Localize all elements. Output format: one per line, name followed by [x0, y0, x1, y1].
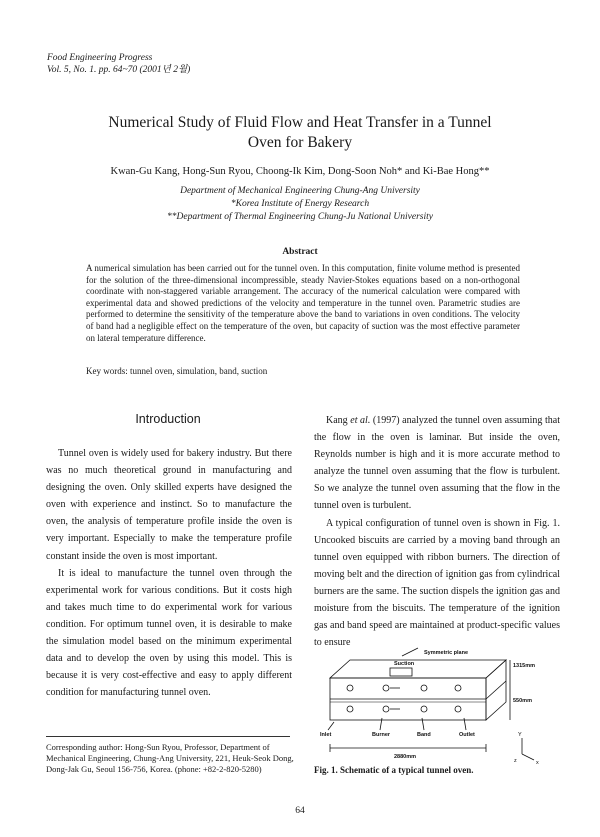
burner-icon	[347, 685, 353, 691]
text-run: (1997) analyzed the tunnel oven assuming that the flow in the oven is laminar. But inside the oven, Reynolds number is high and it is more accurate method to analyze the tunnel oven assuming that the flow is turbulent. So we analyze the tunnel oven assuming that the flow in the tunnel oven is turbulent.	[314, 415, 560, 512]
paragraph: Tunnel oven is widely used for bakery industry. But there was no much theoretical ground in manufacturing and designing the oven. Only skilled experts have designed the oven with experience and instinct. So to manufacture the oven, the analysis of temperature profile inside the oven is very important. Especially to make the temperature profile constant inside the oven is most important.	[46, 448, 292, 562]
axis-x-label: x	[536, 760, 539, 766]
paragraph: It is ideal to manufacture the tunnel oven through the experimental work for various conditions. But it costs high and takes much time to do experimental work for various condition. For optimum tunnel oven, it is desirable to make the simulation model based on the minimum experimental data and to develop the oven by using this model. This is because it is very cost-effective and easy to apply different condition for manufacturing tunnel oven.	[46, 567, 292, 699]
figure-caption: Fig. 1. Schematic of a typical tunnel oven.	[314, 765, 474, 775]
burner-icon	[383, 685, 389, 691]
footnote-divider	[46, 736, 290, 737]
axis-z-label: z	[514, 758, 517, 764]
left-column	[46, 445, 292, 701]
page-number: 64	[295, 806, 305, 816]
text-run-italic: et al.	[350, 415, 371, 426]
burner-icon	[347, 706, 353, 712]
affiliation-3: **Department of Thermal Engineering Chung-Ju National University	[167, 212, 433, 222]
corresponding-author-footnote: Corresponding author: Hong-Sun Ryou, Professor, Department of Mechanical Engineering, Chung-Ang University, 221, Heuk-Seok Dong, Dong-Jak Gu, Seoul 156-756, Korea. (phone: +82-2-820-5280)	[46, 742, 294, 774]
keywords: Key words: tunnel oven, simulation, band, suction	[86, 366, 268, 376]
burner-icon	[421, 685, 427, 691]
journal-citation: Vol. 5, No. 1. pp. 64~70 (2001년 2월)	[47, 65, 191, 75]
paragraph: A typical configuration of tunnel oven is shown in Fig. 1. Uncooked biscuits are carried by a moving band through an tunnel oven equipped with ribbon burners. The direction of moving belt and the direction of ignition gas from cylindrical burners are the same. The suction dispels the ignition gas and moisture from the biscuits. The temperature of the ignition gas and band speed are maintained at product-specific values to ensure	[314, 517, 560, 649]
burner-icon	[455, 685, 461, 691]
label-length: 2880mm	[394, 754, 417, 760]
abstract-text: A numerical simulation has been carried out for the tunnel oven. In this computation, finite volume method is presented for the solution of the three-dimensional incompressible, steady Navier-Stokes equations based on a non-orthogonal coordinate with non-staggered variable arrangement. The accuracy of the numerical calculation were compared with experimental data and showed predictions of the velocity and temperature in the tunnel oven. Parametric studies are performed to determine the sensitivity of the temperature above the band to variations in oven conditions. The velocity of band had a negligible effect on the temperature of the oven, but capacity of suction was the most effective parameter on lateral temperature difference.	[86, 263, 520, 343]
figure-tunnel-oven-schematic	[314, 646, 564, 766]
paragraph	[314, 412, 560, 515]
label-burner: Burner	[372, 732, 391, 738]
label-band: Band	[417, 732, 431, 738]
burner-icon	[455, 706, 461, 712]
title-line-1: Numerical Study of Fluid Flow and Heat Transfer in a Tunnel	[108, 114, 492, 131]
burner-icon	[421, 706, 427, 712]
axis-y-label: Y	[518, 732, 522, 738]
affiliations	[40, 185, 560, 224]
author-list: Kwan-Gu Kang, Hong-Sun Ryou, Choong-Ik Kim, Dong-Soon Noh* and Ki-Bae Hong**	[110, 166, 490, 177]
affiliation-1: Department of Mechanical Engineering Chung-Ang University	[180, 186, 420, 196]
burner-icon	[383, 706, 389, 712]
label-inlet: Inlet	[320, 732, 332, 738]
label-outlet: Outlet	[459, 732, 475, 738]
suction-duct	[390, 668, 412, 676]
label-height: 550mm	[513, 698, 532, 704]
journal-header	[47, 52, 190, 76]
abstract-heading: Abstract	[282, 247, 318, 257]
right-column	[314, 412, 560, 651]
text-run: Kang	[326, 415, 351, 426]
affiliation-2: *Korea Institute of Energy Research	[230, 199, 370, 209]
oven-top-face	[330, 660, 506, 678]
paper-title	[60, 113, 540, 153]
label-suction: Suction	[394, 661, 415, 667]
label-height-top: 1315mm	[513, 663, 536, 669]
section-heading-introduction: Introduction	[135, 412, 201, 426]
label-symmetric-plane: Symmetric plane	[424, 650, 469, 656]
journal-name: Food Engineering Progress	[47, 53, 153, 63]
title-line-2: Oven for Bakery	[247, 134, 353, 151]
